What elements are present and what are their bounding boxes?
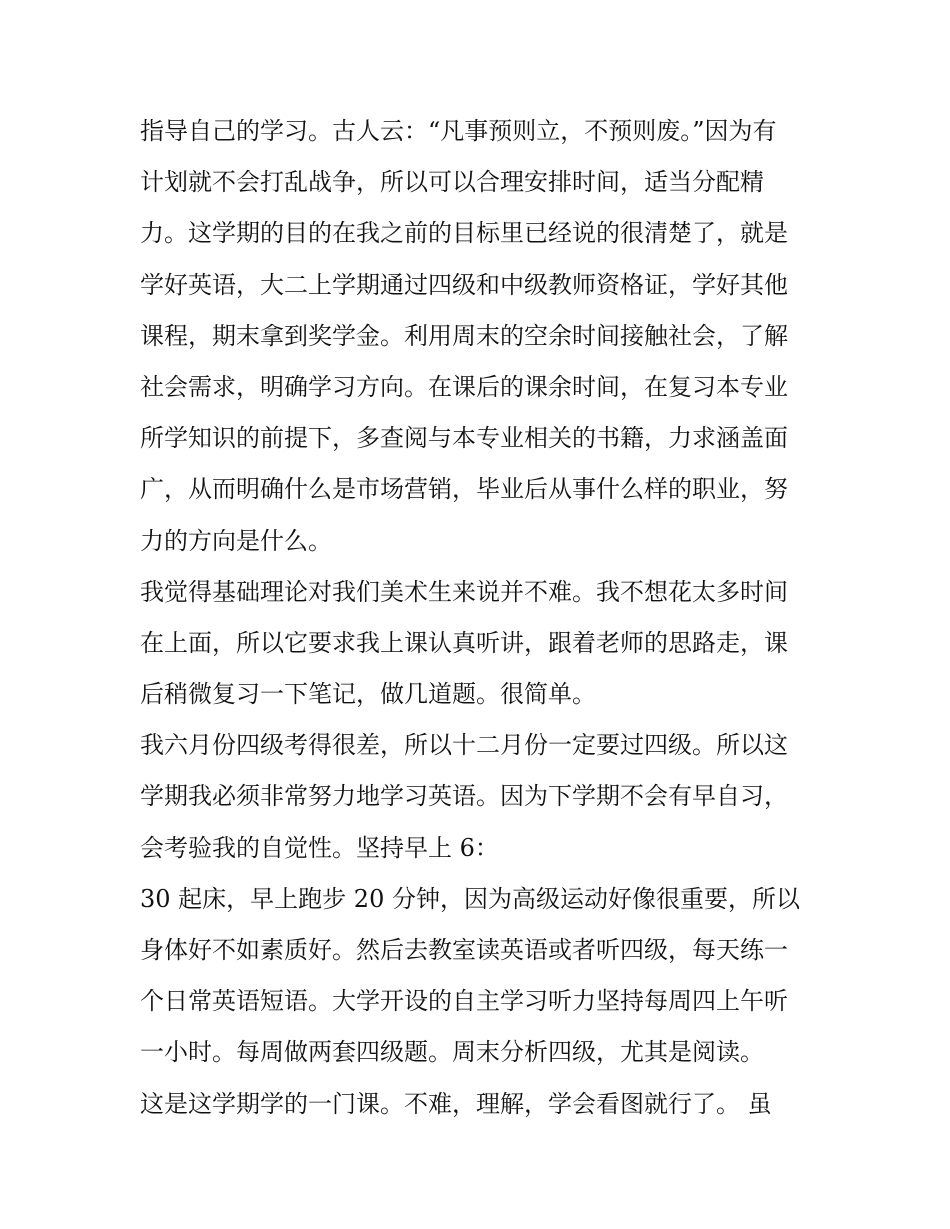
text-line: 个日常英语短语。大学开设的自主学习听力坚持每周四上午听 — [140, 987, 788, 1016]
document-body — [140, 106, 820, 1130]
text-line: 一小时。每周做两套四级题。周末分析四级，尤其是阅读。 — [140, 1038, 764, 1067]
text-line: 学期我必须非常努力地学习英语。因为下学期不会有早自习， — [140, 782, 788, 811]
text-line: 身体好不如素质好。然后去教室读英语或者听四级，每天练一 — [140, 936, 788, 964]
text-line: 课程，期末拿到奖学金。利用周末的空余时间接触社会，了解 — [140, 321, 788, 350]
text-line: 广，从而明确什么是市场营销，毕业后从事什么样的职业，努 — [140, 475, 788, 504]
text-line: 会考验我的自觉性。坚持早上 6： — [140, 833, 499, 862]
text-line: 指导自己的学习。古人云：“凡事预则立，不预则废。”因为有 — [140, 117, 777, 145]
text-line: 所学知识的前提下，多查阅与本专业相关的书籍，力求涵盖面 — [140, 424, 788, 453]
text-line: 学好英语，大二上学期通过四级和中级教师资格证，学好其他 — [140, 270, 788, 299]
text-line: 计划就不会打乱战争，所以可以合理安排时间，适当分配精 — [140, 168, 764, 197]
text-line: 社会需求，明确学习方向。在课后的课余时间，在复习本专业 — [140, 372, 788, 401]
text-line: 我觉得基础理论对我们美术生来说并不难。我不想花太多时间 — [140, 577, 788, 606]
text-line: 力的方向是什么。 — [140, 526, 332, 555]
text-line: 力。这学期的目的在我之前的目标里已经说的很清楚了，就是 — [140, 219, 788, 248]
text-line: 在上面，所以它要求我上课认真听讲，跟着老师的思路走，课 — [140, 628, 788, 657]
text-line: 这是这学期学的一门课。不难，理解，学会看图就行了。 虽 — [140, 1089, 772, 1118]
text-line: 后稍微复习一下笔记，做几道题。很简单。 — [140, 680, 596, 709]
text-line: 30 起床，早上跑步 20 分钟，因为高级运动好像很重要，所以 — [140, 884, 800, 913]
text-line: 我六月份四级考得很差，所以十二月份一定要过四级。所以这 — [140, 731, 788, 760]
